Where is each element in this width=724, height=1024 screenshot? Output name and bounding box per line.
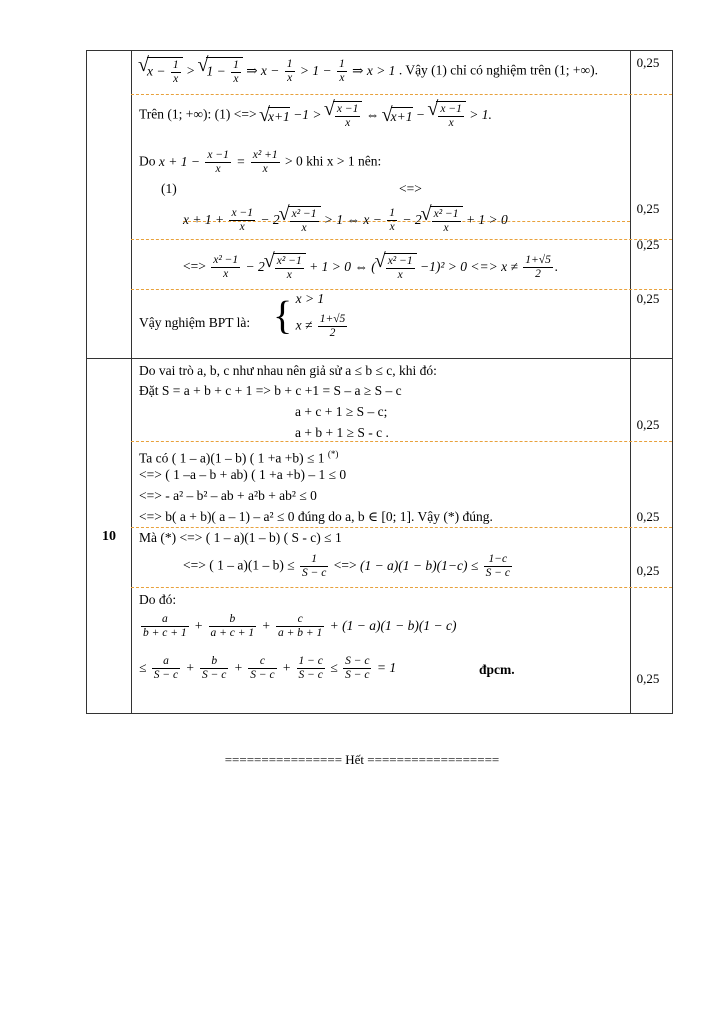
answer-table — [86, 50, 673, 714]
proof-line: <=> b( a + b)( a – 1) – a² ≤ 0 đúng do a, b ∈ [0; 1]. Vậy (*) đúng. — [139, 509, 493, 524]
proof-line: a + b + 1 ≥ S - c . — [295, 425, 389, 440]
line3-head: Do — [139, 153, 156, 169]
star-mark: (*) — [327, 449, 339, 459]
proof-line: <=> ( 1 – a)(1 – b) ≤ $\frac{1}{S - c}$ <=> (1 − a)(1 − b)(1−c) ≤ $\frac{1-c}{S - c}$ — [183, 553, 511, 579]
conclusion-label: Vậy nghiệm BPT là: — [139, 315, 251, 330]
score: 0,25 — [636, 417, 660, 432]
proof-line — [139, 446, 338, 467]
row-divider — [131, 289, 672, 290]
proof-line: <=> ( 1 –a – b + ab) ( 1 +a +b) – 1 ≤ 0 — [139, 467, 347, 482]
score: 0,25 — [636, 509, 660, 524]
row-divider — [131, 587, 672, 588]
proof-line: a + c + 1 ≥ S – c; — [295, 404, 388, 419]
section-divider — [87, 358, 672, 359]
score: 0,25 — [636, 201, 660, 216]
proof-line: <=> - a² – b² – ab + a²b + ab² ≤ 0 — [139, 488, 317, 503]
solution-line: Do x + 1 − $\frac{x -1}{x}$ = $\frac{\text{x² +1}}{x}$ > 0 khi x > 1 nên: — [139, 149, 382, 175]
proof-line: Do vai trò a, b, c như nhau nên giả sử a ≤ b ≤ c, khi đó: — [139, 363, 437, 378]
proof-line: Đặt S = a + b + c + 1 => b + c +1 = S – a ≥ S – c — [139, 383, 402, 398]
score: 0,25 — [636, 291, 660, 306]
question-number: 10 — [102, 529, 116, 544]
proof-line: Do đó: — [139, 592, 177, 607]
column-divider — [131, 51, 132, 713]
solution-line: x + 1 + $\frac{x -1}{x}$ − 2 √ $\frac{\text{x² −1}}{x}$ > 1 ⇔ x − $\frac{1}{x}$ − 2 √ $\frac{\text{x² −1}}{x}$ + 1 > 0 — [183, 206, 508, 235]
solution-line: <=> $\frac{\text{x² −1}}{x}$ − 2 √ $\frac{\text{x² −1}}{x}$ + 1 > 0 ⇔ ( √ $\frac{\text{x² −1}}{x}$ −1)² > 0 <=> x ≠ $\frac{1+√5}{2}$ . — [183, 253, 558, 282]
row-divider — [131, 441, 672, 442]
step-label: (1) — [161, 181, 177, 196]
proof-line10-mid: <=> — [333, 557, 357, 573]
solution-line: √ x − $\frac{1}{x}$ > √ 1 − $\frac{1}{x}$ ⇒ x − $\frac{1}{x}$ > 1 − $\frac{1}{x}$ ⇒ x > 1 . Vậy (1) chỉ có nghiệm trên (1; +∞). — [139, 57, 598, 86]
line1-text: . Vậy (1) chỉ có nghiệm trên (1; +∞). — [398, 62, 598, 78]
row-divider — [131, 94, 672, 95]
proof-line: ≤ $\frac{a}{S - c}$ + $\frac{b}{S - c}$ + $\frac{c}{S - c}$ + $\frac{1 - c}{S - c}$ ≤ $\frac{S - c}{S - c}$ = 1 — [139, 655, 397, 681]
proof-line5: Ta có ( 1 – a)(1 – b) ( 1 +a +b) ≤ 1 — [139, 450, 325, 466]
score: 0,25 — [636, 671, 660, 686]
proof-line: Mà (*) <=> ( 1 – a)(1 – b) ( S - c) ≤ 1 — [139, 530, 342, 545]
row-divider — [131, 239, 672, 240]
equivalence-arrow: <=> — [399, 181, 422, 196]
qed-label: đpcm. — [479, 662, 515, 677]
score: 0,25 — [636, 563, 660, 578]
proof-line: $\frac{a}{b + c + 1}$ + $\frac{b}{a + c + 1}$ + $\frac{c}{a + b + 1}$ + (1 − a)(1 − b)(1 − c) — [143, 613, 457, 639]
score: 0,25 — [636, 55, 660, 70]
line6-head: <=> — [183, 258, 206, 274]
score: 0,25 — [636, 237, 660, 252]
row-divider — [131, 527, 672, 528]
solution-system: { x > 1 x ≠ $\frac{1+√5}{2}$ — [273, 291, 346, 339]
line2-text: Trên (1; +∞): (1) <=> — [139, 106, 257, 122]
end-marker: ================ Hết ================== — [224, 752, 500, 767]
solution-line: Trên (1; +∞): (1) <=> √ x+1 −1 > √ $\frac{x -1}{x}$ ⇔ √ x+1 − √ $\frac{x -1}{x}$ > 1. — [139, 101, 492, 130]
column-divider — [630, 51, 631, 713]
line3-tail: > 0 khi x > 1 nên: — [285, 153, 382, 169]
proof-line10: <=> ( 1 – a)(1 – b) ≤ — [183, 557, 295, 573]
